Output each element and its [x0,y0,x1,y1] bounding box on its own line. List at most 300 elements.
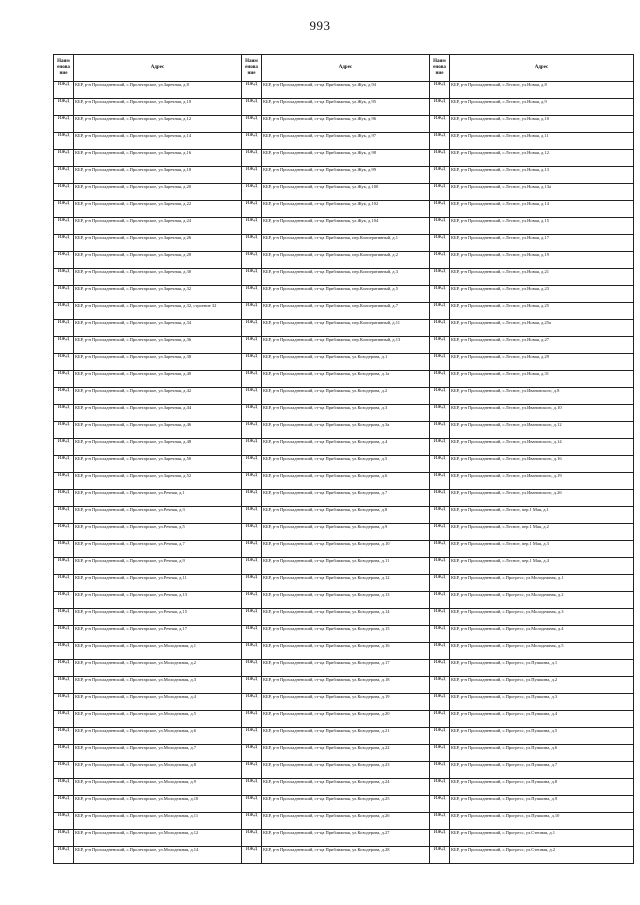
cell-type: ИЖД [430,99,450,116]
cell-address: КБР, р-н Прохладненский, с.Пролетарское, ул.Молодежная, д.2 [74,660,242,677]
cell-address: КБР, р-н Прохладненский, с.Пролетарское, ул.Заречная, д.28 [74,252,242,269]
cell-type: ИЖД [242,116,262,133]
cell-type: ИЖД [430,592,450,609]
table-row [54,337,634,354]
cell-type: ИЖД [54,592,74,609]
cell-type: ИЖД [242,184,262,201]
cell-type: ИЖД [54,694,74,711]
cell-address: КБР, р-н Прохладненский, с.Пролетарское, ул.Речная, д.17 [74,626,242,643]
cell-type: ИЖД [430,694,450,711]
table-row [54,745,634,762]
table-row [54,252,634,269]
cell-type: ИЖД [54,830,74,847]
cell-address: КБР, р-н Прохладненский, ст-ца Приближная, пер.Кооперативный, д.2 [262,252,430,269]
cell-address: КБР, р-н Прохладненский, с.Лесное, ул.Новая, д.12 [450,150,634,167]
table-row [54,82,634,99]
cell-type: ИЖД [242,660,262,677]
cell-type: ИЖД [242,99,262,116]
cell-address: КБР, р-н Прохладненский, ст-ца Приближная, ул.Козодерова, д.3 [262,405,430,422]
header-type-2: Наим енова ние [242,55,262,82]
cell-address: КБР, р-н Прохладненский, с.Пролетарское, ул.Заречная, д.34 [74,320,242,337]
cell-address: КБР, р-н Прохладненский, ст-ца Приближная, ул.Козодерова, д.8 [262,507,430,524]
cell-type: ИЖД [430,626,450,643]
cell-type: ИЖД [430,473,450,490]
cell-type: ИЖД [242,711,262,728]
cell-address: КБР, р-н Прохладненский, ст-ца Приближная, ул.Козодерова, д.7 [262,490,430,507]
table-row [54,184,634,201]
table-row [54,694,634,711]
cell-address: КБР, р-н Прохладненский, ст-ца Приближная, пер.Кооперативный, д.11 [262,320,430,337]
cell-type: ИЖД [430,269,450,286]
table-row [54,99,634,116]
table-row [54,830,634,847]
cell-type: ИЖД [430,354,450,371]
cell-address: КБР, р-н Прохладненский, с.Пролетарское, ул.Молодежная, д.4 [74,694,242,711]
cell-address: КБР, р-н Прохладненский, с.Пролетарское, ул.Речная, д.11 [74,575,242,592]
cell-type: ИЖД [430,728,450,745]
table-row [54,456,634,473]
cell-type: ИЖД [54,677,74,694]
cell-address: КБР, р-н Прохладненский, с.Лесное, ул.Ивановского, д.26 [450,490,634,507]
table-row [54,422,634,439]
cell-address: КБР, р-н Прохладненский, с.Пролетарское, ул.Заречная, д.44 [74,405,242,422]
table-row [54,405,634,422]
cell-address: КБР, р-н Прохладненский, ст-ца Приближная, ул.Козодерова, д.15 [262,626,430,643]
cell-address: КБР, р-н Прохладненский, ст-ца Приближная, пер.Кооперативный, д.7 [262,303,430,320]
cell-type: ИЖД [54,371,74,388]
cell-type: ИЖД [54,507,74,524]
cell-type: ИЖД [54,99,74,116]
table-row [54,269,634,286]
cell-type: ИЖД [54,150,74,167]
cell-type: ИЖД [54,779,74,796]
cell-address: КБР, р-н Прохладненский, с.Прогресс, ул.Пушкина, д.7 [450,762,634,779]
cell-type: ИЖД [242,388,262,405]
cell-type: ИЖД [54,558,74,575]
cell-address: КБР, р-н Прохладненский, ст-ца Приближная, ул.Козодерова, д.2 [262,388,430,405]
cell-type: ИЖД [54,252,74,269]
table-row [54,762,634,779]
cell-address: КБР, р-н Прохладненский, ст-ца Приближная, ул.Козодерова, д.13 [262,592,430,609]
cell-address: КБР, р-н Прохладненский, с.Пролетарское, ул.Заречная, д.40 [74,371,242,388]
cell-type: ИЖД [430,762,450,779]
cell-address: КБР, р-н Прохладненский, с.Лесное, ул.Новая, д.13а [450,184,634,201]
cell-address: КБР, р-н Прохладненский, ст-ца Приближная, пер.Кооперативный, д.3 [262,269,430,286]
cell-address: КБР, р-н Прохладненский, ст-ца Приближная, ул.Козодерова, д.9 [262,524,430,541]
cell-address: КБР, р-н Прохладненский, ст-ца Приближная, ул.Козодерова, д.4 [262,439,430,456]
cell-address: КБР, р-н Прохладненский, с.Пролетарское, ул.Заречная, д.16 [74,150,242,167]
cell-type: ИЖД [54,524,74,541]
cell-type: ИЖД [54,337,74,354]
cell-type: ИЖД [242,269,262,286]
cell-type: ИЖД [430,796,450,813]
cell-address: КБР, р-н Прохладненский, с.Лесное, пер.1 Мая, д.2 [450,524,634,541]
cell-address: КБР, р-н Прохладненский, с.Прогресс, ул.Молодежная, д.4 [450,626,634,643]
cell-type: ИЖД [242,218,262,235]
cell-type: ИЖД [242,422,262,439]
cell-address: КБР, р-н Прохладненский, с.Пролетарское, ул.Молодежная, д.8 [74,762,242,779]
cell-type: ИЖД [430,643,450,660]
cell-address: КБР, р-н Прохладненский, с.Лесное, ул.Новая, д.8 [450,82,634,99]
table-row [54,609,634,626]
cell-address: КБР, р-н Прохладненский, с.Пролетарское, ул.Молодежная, д.9 [74,779,242,796]
cell-address: КБР, р-н Прохладненский, с.Лесное, ул.Новая, д.21 [450,269,634,286]
cell-address: КБР, р-н Прохладненский, с.Пролетарское, ул.Молодежная, д.3 [74,677,242,694]
table-row [54,116,634,133]
cell-address: КБР, р-н Прохладненский, с.Пролетарское, ул.Речная, д.1 [74,490,242,507]
cell-address: КБР, р-н Прохладненский, с.Пролетарское, ул.Заречная, д.14 [74,133,242,150]
cell-address: КБР, р-н Прохладненский, с.Лесное, ул.Новая, д.15 [450,218,634,235]
table-row [54,847,634,864]
cell-type: ИЖД [54,201,74,218]
table-row [54,388,634,405]
cell-address: КБР, р-н Прохладненский, с.Прогресс, ул.Пушкина, д.5 [450,728,634,745]
cell-type: ИЖД [54,711,74,728]
cell-address: КБР, р-н Прохладненский, с.Лесное, ул.Новая, д.9 [450,99,634,116]
table-row [54,626,634,643]
cell-type: ИЖД [430,609,450,626]
cell-type: ИЖД [242,286,262,303]
cell-type: ИЖД [54,745,74,762]
table-row [54,235,634,252]
cell-type: ИЖД [242,524,262,541]
header-address-2: Адрес [262,55,430,82]
cell-type: ИЖД [242,609,262,626]
cell-address: КБР, р-н Прохладненский, с.Пролетарское, ул.Заречная, д.48 [74,439,242,456]
cell-address: КБР, р-н Прохладненский, с.Пролетарское, ул.Молодежная, д.7 [74,745,242,762]
cell-type: ИЖД [54,354,74,371]
table-row [54,320,634,337]
cell-type: ИЖД [54,609,74,626]
cell-address: КБР, р-н Прохладненский, с.Лесное, ул.Ивановского, д.19 [450,473,634,490]
cell-address: КБР, р-н Прохладненский, с.Прогресс, ул.Пушкина, д.10 [450,813,634,830]
cell-type: ИЖД [430,286,450,303]
cell-type: ИЖД [242,677,262,694]
cell-type: ИЖД [430,371,450,388]
cell-type: ИЖД [430,660,450,677]
table-row [54,541,634,558]
cell-type: ИЖД [242,575,262,592]
cell-address: КБР, р-н Прохладненский, ст-ца Приближная, ул.Козодерова, д.14 [262,609,430,626]
cell-type: ИЖД [54,82,74,99]
table-row [54,490,634,507]
cell-address: КБР, р-н Прохладненский, с.Пролетарское, ул.Заречная, д.22 [74,201,242,218]
cell-address: КБР, р-н Прохладненский, с.Прогресс, ул.Пушкина, д.4 [450,711,634,728]
cell-address: КБР, р-н Прохладненский, ст-ца Приближная, ул.Козодерова, д.27 [262,830,430,847]
cell-address: КБР, р-н Прохладненский, с.Прогресс, ул.Молодежная, д.2 [450,592,634,609]
cell-type: ИЖД [54,439,74,456]
table-row [54,473,634,490]
cell-type: ИЖД [54,660,74,677]
cell-type: ИЖД [242,150,262,167]
header-address-1: Адрес [74,55,242,82]
cell-address: КБР, р-н Прохладненский, с.Лесное, ул.Новая, д.13 [450,167,634,184]
cell-address: КБР, р-н Прохладненский, с.Пролетарское, ул.Заречная, д.30 [74,269,242,286]
cell-type: ИЖД [430,116,450,133]
cell-type: ИЖД [242,167,262,184]
cell-address: КБР, р-н Прохладненский, ст-ца Приближная, ул.Жук, д.100 [262,184,430,201]
cell-type: ИЖД [54,422,74,439]
cell-address: КБР, р-н Прохладненский, с.Пролетарское, ул.Речная, д.3 [74,507,242,524]
table-row [54,371,634,388]
cell-address: КБР, р-н Прохладненский, ст-ца Приближная, ул.Козодерова, д.23 [262,762,430,779]
cell-address: КБР, р-н Прохладненский, ст-ца Приближная, ул.Козодерова, д.12 [262,575,430,592]
cell-type: ИЖД [54,405,74,422]
cell-address: КБР, р-н Прохладненский, с.Пролетарское, ул.Заречная, д.50 [74,456,242,473]
table-row [54,677,634,694]
cell-address: КБР, р-н Прохладненский, с.Лесное, ул.Ивановского, д.14 [450,439,634,456]
cell-type: ИЖД [54,728,74,745]
cell-type: ИЖД [430,558,450,575]
cell-address: КБР, р-н Прохладненский, с.Лесное, пер.1 Мая, д.4 [450,558,634,575]
cell-type: ИЖД [54,575,74,592]
table-row [54,507,634,524]
table-body [54,82,634,864]
table-row [54,796,634,813]
table-row [54,779,634,796]
cell-address: КБР, р-н Прохладненский, с.Прогресс, ул.Молодежная, д.5 [450,643,634,660]
cell-type: ИЖД [242,643,262,660]
header-type-3: Наим енова ние [430,55,450,82]
cell-type: ИЖД [242,320,262,337]
cell-type: ИЖД [242,82,262,99]
address-table [53,54,634,864]
cell-address: КБР, р-н Прохладненский, ст-ца Приближная, ул.Жук, д.99 [262,167,430,184]
cell-type: ИЖД [430,524,450,541]
cell-type: ИЖД [54,184,74,201]
table-row [54,660,634,677]
cell-type: ИЖД [430,167,450,184]
cell-address: КБР, р-н Прохладненский, с.Прогресс, ул.Пушкина, д.2 [450,677,634,694]
cell-address: КБР, р-н Прохладненский, с.Лесное, ул.Ивановского, д.12 [450,422,634,439]
table-row [54,558,634,575]
table-row [54,201,634,218]
cell-type: ИЖД [430,541,450,558]
cell-address: КБР, р-н Прохладненский, с.Лесное, ул.Ивановского, д.8 [450,388,634,405]
cell-address: КБР, р-н Прохладненский, с.Пролетарское, ул.Речная, д.13 [74,592,242,609]
cell-address: КБР, р-н Прохладненский, с.Пролетарское, ул.Заречная, д.26 [74,235,242,252]
cell-address: КБР, р-н Прохладненский, с.Прогресс, ул.Пушкина, д.3 [450,694,634,711]
cell-type: ИЖД [54,796,74,813]
cell-type: ИЖД [430,847,450,864]
cell-type: ИЖД [54,456,74,473]
cell-type: ИЖД [242,847,262,864]
table-row [54,133,634,150]
cell-address: КБР, р-н Прохладненский, с.Лесное, ул.Новая, д.10 [450,116,634,133]
cell-type: ИЖД [430,303,450,320]
cell-type: ИЖД [54,269,74,286]
cell-type: ИЖД [242,473,262,490]
table-row [54,711,634,728]
cell-address: КБР, р-н Прохладненский, с.Лесное, ул.Новая, д.11 [450,133,634,150]
cell-address: КБР, р-н Прохладненский, с.Прогресс, ул.Пушкина, д.6 [450,745,634,762]
table-row [54,524,634,541]
cell-address: КБР, р-н Прохладненский, с.Пролетарское, ул.Заречная, д.24 [74,218,242,235]
cell-address: КБР, р-н Прохладненский, ст-ца Приближная, ул.Козодерова, д.21 [262,728,430,745]
cell-type: ИЖД [54,847,74,864]
cell-type: ИЖД [430,133,450,150]
cell-type: ИЖД [242,592,262,609]
cell-type: ИЖД [242,541,262,558]
cell-address: КБР, р-н Прохладненский, ст-ца Приближная, ул.Козодерова, д.28 [262,847,430,864]
table-row [54,439,634,456]
cell-address: КБР, р-н Прохладненский, с.Лесное, ул.Новая, д.27 [450,337,634,354]
cell-type: ИЖД [430,150,450,167]
cell-address: КБР, р-н Прохладненский, с.Пролетарское, ул.Заречная, д.38 [74,354,242,371]
page-number: 993 [309,18,331,33]
cell-type: ИЖД [242,507,262,524]
cell-address: КБР, р-н Прохладненский, ст-ца Приближная, ул.Козодерова, д.1 [262,354,430,371]
cell-address: КБР, р-н Прохладненский, с.Лесное, ул.Ивановского, д.10 [450,405,634,422]
cell-address: КБР, р-н Прохладненский, ст-ца Приближная, ул.Козодерова, д.11 [262,558,430,575]
cell-type: ИЖД [430,830,450,847]
cell-type: ИЖД [430,507,450,524]
table-row [54,813,634,830]
cell-type: ИЖД [54,167,74,184]
cell-type: ИЖД [54,643,74,660]
cell-type: ИЖД [430,201,450,218]
table-row [54,218,634,235]
cell-address: КБР, р-н Прохладненский, ст-ца Приближная, ул.Козодерова, д.18 [262,677,430,694]
cell-type: ИЖД [242,337,262,354]
table-header [54,55,634,82]
cell-type: ИЖД [242,813,262,830]
cell-address: КБР, р-н Прохладненский, с.Лесное, ул.Новая, д.17 [450,235,634,252]
table-row [54,728,634,745]
cell-address: КБР, р-н Прохладненский, с.Пролетарское, ул.Речная, д.9 [74,558,242,575]
cell-type: ИЖД [242,796,262,813]
cell-address: КБР, р-н Прохладненский, с.Пролетарское, ул.Заречная, д.52 [74,473,242,490]
cell-address: КБР, р-н Прохладненский, с.Пролетарское, ул.Молодежная, д.6 [74,728,242,745]
cell-address: КБР, р-н Прохладненский, ст-ца Приближная, ул.Жук, д.96 [262,116,430,133]
cell-address: КБР, р-н Прохладненский, ст-ца Приближная, ул.Козодерова, д.6 [262,473,430,490]
cell-address: КБР, р-н Прохладненский, ст-ца Приближная, ул.Жук, д.95 [262,99,430,116]
cell-type: ИЖД [242,728,262,745]
cell-address: КБР, р-н Прохладненский, ст-ца Приближная, ул.Жук, д.94 [262,82,430,99]
cell-type: ИЖД [430,779,450,796]
cell-address: КБР, р-н Прохладненский, ст-ца Приближная, ул.Жук, д.97 [262,133,430,150]
cell-type: ИЖД [54,235,74,252]
cell-address: КБР, р-н Прохладненский, с.Пролетарское, ул.Заречная, д.36 [74,337,242,354]
cell-address: КБР, р-н Прохладненский, с.Прогресс, ул.Пушкина, д.8 [450,779,634,796]
cell-type: ИЖД [242,694,262,711]
cell-address: КБР, р-н Прохладненский, с.Пролетарское, ул.Молодежная, д.5 [74,711,242,728]
cell-type: ИЖД [430,422,450,439]
cell-type: ИЖД [430,82,450,99]
cell-type: ИЖД [242,439,262,456]
cell-address: КБР, р-н Прохладненский, с.Прогресс, ул.Степная, д.2 [450,847,634,864]
cell-address: КБР, р-н Прохладненский, с.Прогресс, ул.Молодежная, д.3 [450,609,634,626]
cell-type: ИЖД [242,830,262,847]
cell-type: ИЖД [54,286,74,303]
cell-type: ИЖД [242,371,262,388]
cell-type: ИЖД [242,490,262,507]
cell-address: КБР, р-н Прохладненский, с.Пролетарское, ул.Заречная, д.12 [74,116,242,133]
cell-type: ИЖД [242,762,262,779]
cell-address: КБР, р-н Прохладненский, с.Лесное, ул.Новая, д.29 [450,354,634,371]
cell-type: ИЖД [430,320,450,337]
cell-type: ИЖД [430,490,450,507]
cell-type: ИЖД [54,813,74,830]
cell-address: КБР, р-н Прохладненский, с.Пролетарское, ул.Заречная, д.8 [74,82,242,99]
cell-address: КБР, р-н Прохладненский, с.Прогресс, ул.Молодежная, д.1 [450,575,634,592]
cell-address: КБР, р-н Прохладненский, с.Пролетарское, ул.Заречная, д.10 [74,99,242,116]
cell-address: КБР, р-н Прохладненский, с.Лесное, пер.1 Мая, д.1 [450,507,634,524]
cell-type: ИЖД [430,235,450,252]
cell-address: КБР, р-н Прохладненский, ст-ца Приближная, ул.Козодерова, д.24 [262,779,430,796]
cell-address: КБР, р-н Прохладненский, с.Лесное, ул.Новая, д.19 [450,252,634,269]
cell-type: ИЖД [430,677,450,694]
cell-address: КБР, р-н Прохладненский, ст-ца Приближная, ул.Жук, д.102 [262,201,430,218]
cell-type: ИЖД [54,303,74,320]
cell-address: КБР, р-н Прохладненский, ст-ца Приближная, ул.Козодерова, д.17 [262,660,430,677]
cell-address: КБР, р-н Прохладненский, ст-ца Приближная, ул.Козодерова, д.26 [262,813,430,830]
cell-type: ИЖД [54,762,74,779]
cell-address: КБР, р-н Прохладненский, с.Пролетарское, ул.Заречная, д.32, строение 32 [74,303,242,320]
cell-type: ИЖД [242,779,262,796]
cell-type: ИЖД [54,133,74,150]
cell-type: ИЖД [430,388,450,405]
cell-type: ИЖД [54,218,74,235]
cell-type: ИЖД [430,337,450,354]
table-row [54,167,634,184]
cell-address: КБР, р-н Прохладненский, с.Лесное, пер.1 Мая, д.3 [450,541,634,558]
cell-address: КБР, р-н Прохладненский, ст-ца Приближная, пер.Кооперативный, д.1 [262,235,430,252]
cell-address: КБР, р-н Прохладненский, с.Пролетарское, ул.Заречная, д.20 [74,184,242,201]
cell-address: КБР, р-н Прохладненский, ст-ца Приближная, ул.Козодерова, д.20 [262,711,430,728]
table-row [54,592,634,609]
cell-address: КБР, р-н Прохладненский, ст-ца Приближная, пер.Кооперативный, д.5 [262,286,430,303]
cell-type: ИЖД [54,473,74,490]
cell-type: ИЖД [242,235,262,252]
cell-type: ИЖД [430,184,450,201]
cell-type: ИЖД [242,133,262,150]
cell-address: КБР, р-н Прохладненский, ст-ца Приближная, ул.Козодерова, д.22 [262,745,430,762]
table-row [54,354,634,371]
cell-type: ИЖД [430,218,450,235]
cell-address: КБР, р-н Прохладненский, с.Пролетарское, ул.Заречная, д.46 [74,422,242,439]
cell-type: ИЖД [242,252,262,269]
cell-type: ИЖД [54,320,74,337]
cell-address: КБР, р-н Прохладненский, с.Пролетарское, ул.Молодежная, д.14 [74,847,242,864]
cell-type: ИЖД [430,711,450,728]
cell-type: ИЖД [242,745,262,762]
cell-address: КБР, р-н Прохладненский, с.Пролетарское, ул.Заречная, д.18 [74,167,242,184]
cell-type: ИЖД [242,558,262,575]
cell-type: ИЖД [54,541,74,558]
cell-type: ИЖД [54,388,74,405]
cell-address: КБР, р-н Прохладненский, с.Лесное, ул.Ивановского, д.16 [450,456,634,473]
cell-address: КБР, р-н Прохладненский, ст-ца Приближная, пер.Кооперативный, д.13 [262,337,430,354]
cell-address: КБР, р-н Прохладненский, с.Прогресс, ул.Степная, д.1 [450,830,634,847]
cell-address: КБР, р-н Прохладненский, ст-ца Приближная, ул.Козодерова, д.19 [262,694,430,711]
cell-type: ИЖД [430,575,450,592]
cell-address: КБР, р-н Прохладненский, с.Лесное, ул.Новая, д.23 [450,286,634,303]
cell-address: КБР, р-н Прохладненский, с.Пролетарское, ул.Заречная, д.42 [74,388,242,405]
cell-address: КБР, р-н Прохладненский, ст-ца Приближная, ул.Жук, д.98 [262,150,430,167]
cell-type: ИЖД [54,116,74,133]
cell-type: ИЖД [54,490,74,507]
cell-address: КБР, р-н Прохладненский, с.Прогресс, ул.Пушкина, д.9 [450,796,634,813]
table-row [54,150,634,167]
cell-address: КБР, р-н Прохладненский, с.Пролетарское, ул.Заречная, д.32 [74,286,242,303]
cell-address: КБР, р-н Прохладненский, с.Лесное, ул.Новая, д.14 [450,201,634,218]
cell-address: КБР, р-н Прохладненский, ст-ца Приближная, ул.Козодерова, д.10 [262,541,430,558]
cell-type: ИЖД [242,354,262,371]
table-row [54,303,634,320]
header-address-3: Адрес [450,55,634,82]
table-row [54,643,634,660]
